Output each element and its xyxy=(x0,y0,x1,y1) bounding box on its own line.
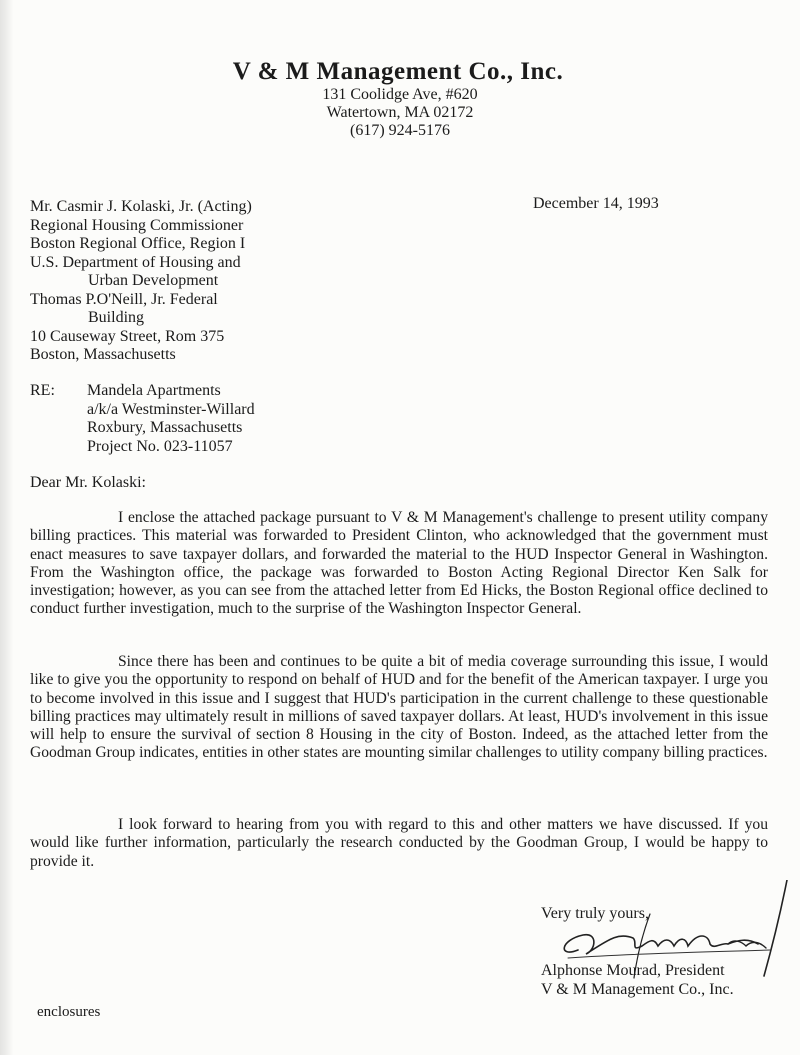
signer-company: V & M Management Co., Inc. xyxy=(541,980,734,998)
subject-line: Roxbury, Massachusetts xyxy=(87,419,243,436)
recipient-line: Boston Regional Office, Region I xyxy=(30,235,246,252)
salutation: Dear Mr. Kolaski: xyxy=(30,474,146,491)
recipient-line: Building xyxy=(88,309,145,326)
company-address-line2: Watertown, MA 02172 xyxy=(326,104,474,121)
subject-line: a/k/a Westminster-Willard xyxy=(87,400,255,418)
recipient-line: Urban Development xyxy=(88,272,219,289)
company-address-line1: 131 Coolidge Ave, #620 xyxy=(322,86,478,103)
body-paragraph-1: I enclose the attached package pursuant to V & M Management's challenge to present utility company billing practices. This material was forwarded to President Clinton, who acknowledged that the government must enact measures to save taxpayer dollars, and forwarded the material to the HUD Inspector General in Washington. From the Washington office, the package was forwarded to Boston Acting Regional Director Ken Salk for investigation; however, as you can see from the attached letter from Ed Hicks, the Boston Regional office declined to conduct further investigation, much to the surprise of the Washington Inspector General. xyxy=(30,509,768,618)
body-paragraph-3: I look forward to hearing from you with regard to this and other matters we have discussed. If you would like further information, particularly the research conducted by the Goodman Group, I would be happy to provide it. xyxy=(30,816,768,870)
recipient-line: Boston, Massachusetts xyxy=(30,346,176,363)
recipient-line: Mr. Casmir J. Kolaski, Jr. (Acting) xyxy=(30,198,252,215)
enclosures-note: enclosures xyxy=(37,1004,101,1020)
signature-block xyxy=(541,962,734,999)
recipient-line: Thomas P.O'Neill, Jr. Federal xyxy=(30,290,218,308)
recipient-line: Regional Housing Commissioner xyxy=(30,216,244,234)
letter-date: December 14, 1993 xyxy=(533,195,659,212)
recipient-address xyxy=(30,198,252,365)
company-name: V & M Management Co., Inc. xyxy=(232,58,564,85)
closing: Very truly yours, xyxy=(541,905,649,922)
subject-line: Project No. 023-11057 xyxy=(87,437,233,455)
recipient-line: U.S. Department of Housing and xyxy=(30,253,241,271)
body-paragraph-2: Since there has been and continues to be quite a bit of media coverage surrounding this issue, I would like to give you the opportunity to respond on behalf of HUD and for the benefit of the American taxpayer. I urge you to become involved in this issue and I suggest that HUD's participation in the current challenge to these questionable billing practices may ultimately result in millions of saved taxpayer dollars. At least, HUD's involvement in this issue will help to ensure the survival of section 8 Housing in the city of Boston. Indeed, as the attached letter from the Goodman Group indicates, entities in other states are mounting similar challenges to utility company billing practices. xyxy=(30,653,768,762)
subject-label: RE: xyxy=(30,382,55,399)
recipient-line: 10 Causeway Street, Rom 375 xyxy=(30,327,225,345)
signer-name: Alphonse Mourad, President xyxy=(541,962,725,979)
subject-lines xyxy=(87,382,255,456)
letterhead xyxy=(0,58,800,140)
company-phone: (617) 924-5176 xyxy=(350,122,450,139)
page-edge-shadow xyxy=(0,0,14,1055)
subject-line: Mandela Apartments xyxy=(87,382,221,399)
